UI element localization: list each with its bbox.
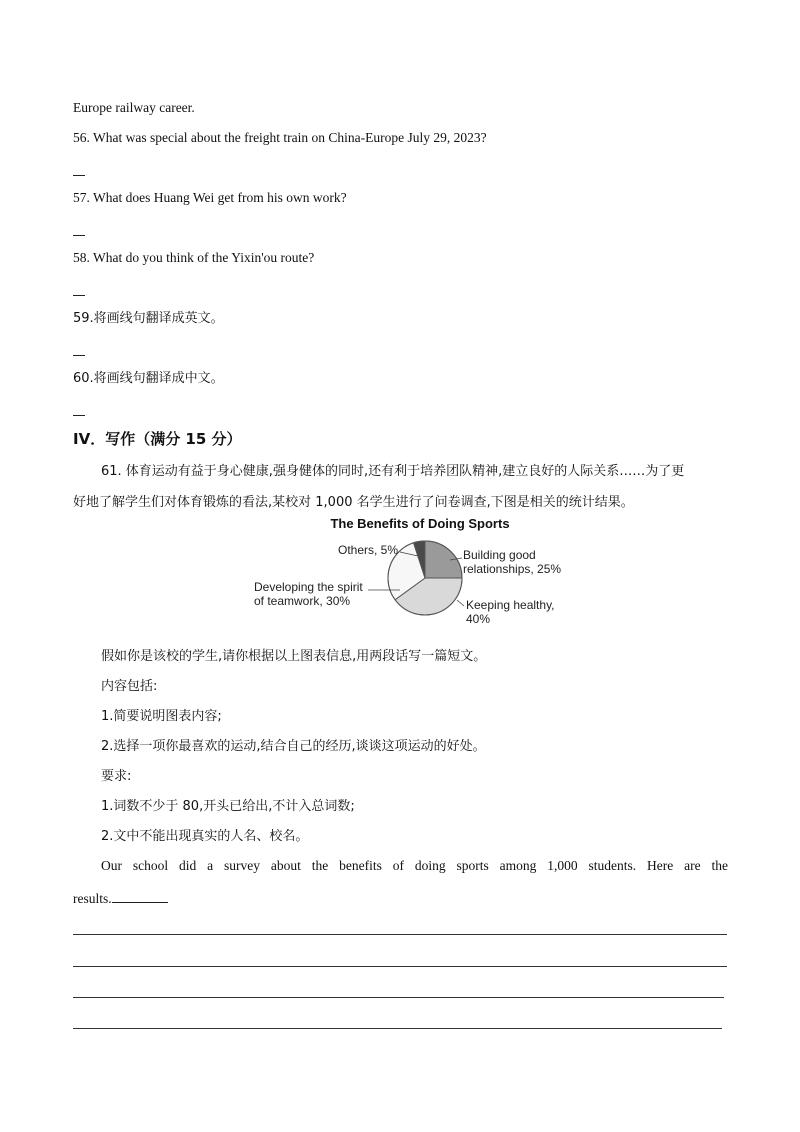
- task-intro-line-2: 好地了解学生们对体育锻炼的看法,某校对 1,000 名学生进行了问卷调查,下图是相关的统计结果。: [73, 495, 634, 510]
- question-60: 60.将画线句翻译成中文。: [73, 371, 224, 386]
- instruction-3: 1.简要说明图表内容;: [101, 709, 222, 724]
- slice-building: [425, 541, 462, 578]
- instruction-4: 2.选择一项你最喜欢的运动,结合自己的经历,谈谈这项运动的好处。: [101, 739, 486, 754]
- writing-line-1[interactable]: [73, 934, 727, 935]
- essay-start-line-1: Our school did a survey about the benefits of doing sports among 1,000 students. Here are the: [101, 858, 728, 873]
- leader-healthy: [457, 600, 464, 606]
- question-59: 59.将画线句翻译成英文。: [73, 311, 224, 326]
- instruction-6: 1.词数不少于 80,开头已给出,不计入总词数;: [101, 799, 355, 814]
- essay-inline-blank[interactable]: [112, 890, 168, 903]
- instruction-5: 要求:: [101, 769, 132, 784]
- writing-line-3[interactable]: [73, 997, 724, 998]
- writing-line-2[interactable]: [73, 966, 727, 967]
- instruction-2: 内容包括:: [101, 679, 158, 694]
- answer-blank-60[interactable]: [73, 415, 85, 416]
- instruction-1: 假如你是该校的学生,请你根据以上图表信息,用两段话写一篇短文。: [101, 649, 487, 664]
- label-teamwork: Developing the spirit of teamwork, 30%: [254, 580, 363, 608]
- label-others: Others, 5%: [338, 543, 399, 557]
- instruction-7: 2.文中不能出现真实的人名、校名。: [101, 829, 309, 844]
- intro-line: Europe railway career.: [73, 100, 195, 115]
- answer-blank-59[interactable]: [73, 355, 85, 356]
- writing-line-4[interactable]: [73, 1028, 722, 1029]
- pie-chart: [250, 516, 590, 632]
- section-heading: IV．写作（满分 15 分）: [73, 430, 242, 448]
- answer-blank-58[interactable]: [73, 295, 85, 296]
- answer-blank-57[interactable]: [73, 235, 85, 236]
- question-56: 56. What was special about the freight train on China-Europe July 29, 2023?: [73, 130, 487, 145]
- label-healthy: Keeping healthy, 40%: [466, 598, 555, 626]
- essay-start-text: results.: [73, 891, 112, 906]
- chart-title: The Benefits of Doing Sports: [330, 516, 510, 531]
- question-58: 58. What do you think of the Yixin'ou route?: [73, 250, 315, 265]
- label-building: Building good relationships, 25%: [463, 548, 562, 576]
- essay-start-line-2: [73, 890, 168, 908]
- question-57: 57. What does Huang Wei get from his own work?: [73, 190, 347, 205]
- answer-blank-56[interactable]: [73, 175, 85, 176]
- task-intro-line-1: 61. 体育运动有益于身心健康,强身健体的同时,还有利于培养团队精神,建立良好的人际关系……为了更: [101, 464, 685, 479]
